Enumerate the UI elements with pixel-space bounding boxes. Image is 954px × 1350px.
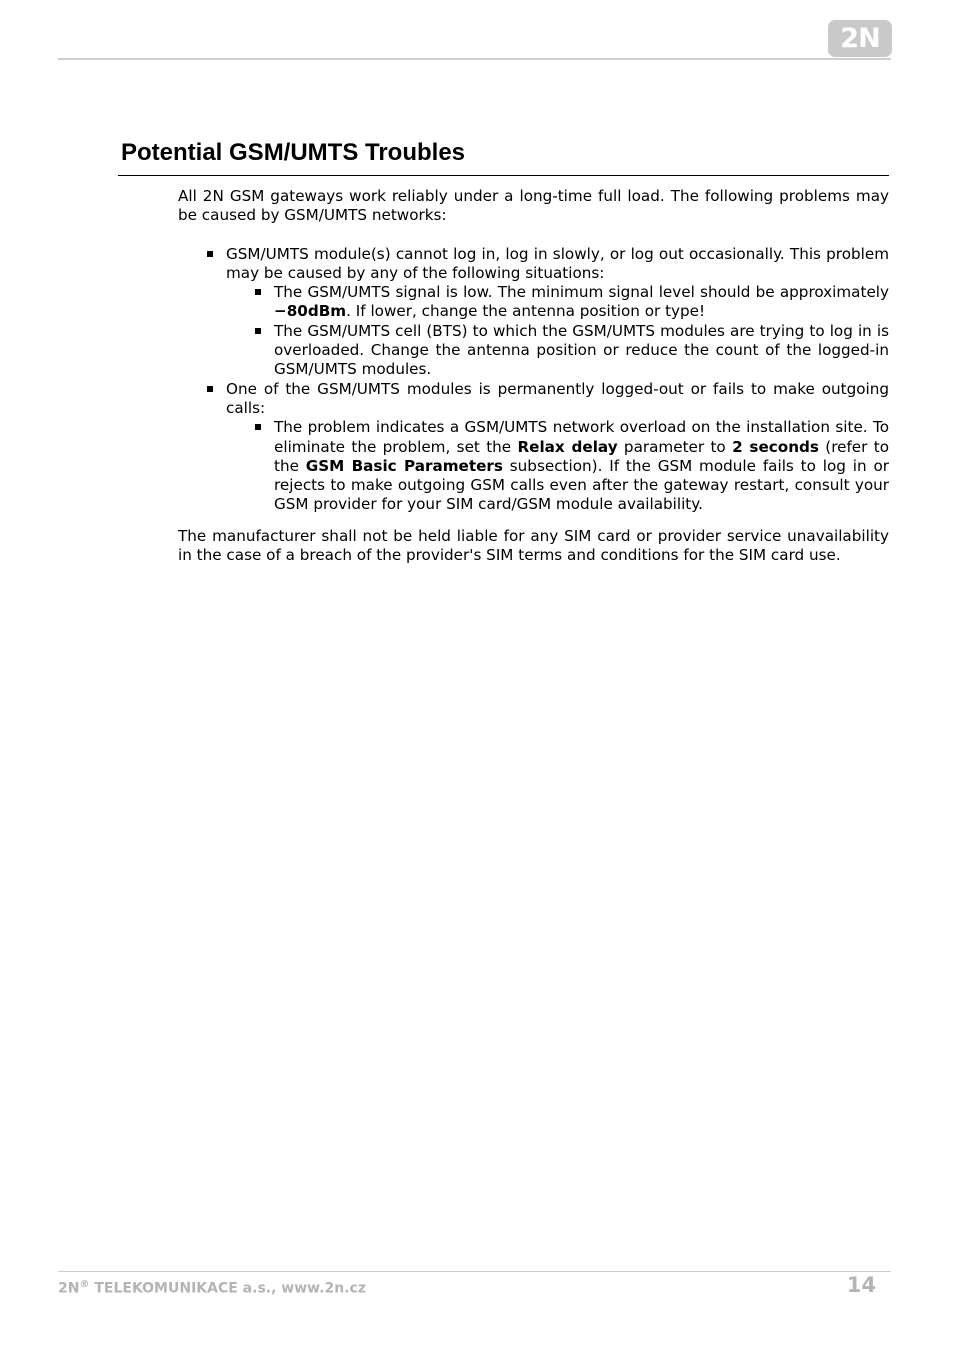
square-bullet-icon xyxy=(207,386,213,392)
list-item xyxy=(226,380,889,515)
sub-list-item: The problem indicates a GSM/UMTS network overload on the installation site. To eliminate the problem, set the Relax delay parameter to 2 seconds (refer to the GSM Basic Parameters subsection). If the GSM module fails to log in or rejects to make outgoing GSM calls even after the gateway restart, consult your GSM provider for your SIM card/GSM module availability. xyxy=(274,418,889,514)
square-bullet-icon xyxy=(255,289,261,295)
company-logo: 2N xyxy=(828,20,892,57)
square-bullet-icon xyxy=(207,251,213,257)
gsm-basic-parameters-reference: GSM Basic Parameters xyxy=(305,456,503,475)
footer-rule xyxy=(58,1271,891,1272)
square-bullet-icon xyxy=(255,424,261,430)
sub-list-item: The GSM/UMTS cell (BTS) to which the GSM/UMTS modules are trying to log in is overloaded. Change the antenna position or reduce the count of the logged-in GSM/UMTS modules. xyxy=(274,322,889,380)
relax-delay-term: Relax delay xyxy=(517,437,618,456)
signal-level-value: −80dBm xyxy=(274,302,347,321)
sub-list xyxy=(226,283,889,379)
troubles-list xyxy=(178,245,889,515)
square-bullet-icon xyxy=(255,328,261,334)
page-number: 14 xyxy=(846,1273,876,1297)
closing-paragraph: The manufacturer shall not be held liable for any SIM card or provider service unavailability in the case of a breach of the provider's SIM terms and conditions for the SIM card use. xyxy=(178,526,889,565)
seconds-value: 2 seconds xyxy=(732,437,819,456)
list-item xyxy=(226,245,889,380)
sub-list-item: The GSM/UMTS signal is low. The minimum signal level should be approximately −80dBm. If lower, change the antenna position or type! xyxy=(274,283,889,322)
list-item-text: GSM/UMTS module(s) cannot log in, log in slowly, or log out occasionally. This problem may be caused by any of the following situations: xyxy=(226,244,889,282)
intro-paragraph: All 2N GSM gateways work reliably under a long-time full load. The following problems may be caused by GSM/UMTS networks: xyxy=(178,187,889,225)
registered-mark: ® xyxy=(79,1279,90,1290)
section-title: Potential GSM/UMTS Troubles xyxy=(121,139,466,166)
list-item-text: One of the GSM/UMTS modules is permanently logged-out or fails to make outgoing calls: xyxy=(226,379,889,417)
header-rule xyxy=(58,58,891,60)
sub-list xyxy=(226,418,889,514)
footer-company: 2N® TELEKOMUNIKACE a.s., www.2n.cz xyxy=(58,1279,366,1297)
title-underline xyxy=(118,175,889,176)
section-body xyxy=(178,187,889,565)
